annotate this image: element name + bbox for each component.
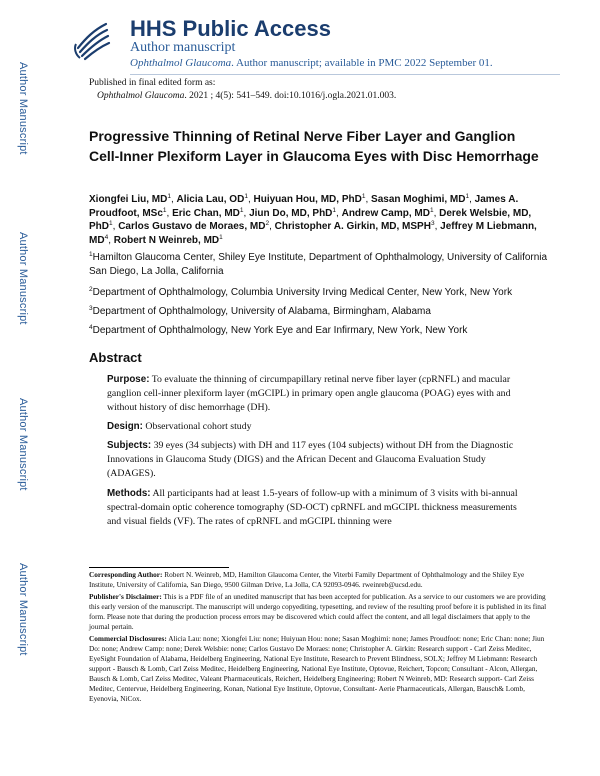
author-affiliation-mark: 1	[332, 206, 337, 214]
section-text: 39 eyes (34 subjects) with DH and 117 eyes (104 subjects) without DH from the Diagnostic Innovations in Glaucoma Study (DIGS) and the African Decent and Glaucoma Evaluation Study (ADAGES).	[107, 440, 514, 479]
abstract-design	[107, 420, 527, 434]
published-details: . 2021 ; 4(5): 541–549. doi:10.1016/j.ogla.2021.01.003.	[184, 91, 397, 101]
section-label: Methods:	[107, 488, 151, 499]
footnote-text: Robert N. Weinreb, MD, Hamilton Glaucoma Center, the Viterbi Family Department of Ophthalmology and the Shiley Eye Institute, University of California, San Diego, 9500 Gilman Drive, La Jolla, CA 92093-0946. rweinreb@ucsd.edu.	[89, 570, 525, 589]
footnote-commercial-disclosures	[89, 634, 549, 704]
section-label: Design:	[107, 421, 143, 432]
sidebar-label-author-manuscript: Author Manuscript	[17, 62, 29, 155]
hhs-public-access-title: HHS Public Access	[130, 16, 331, 41]
author-affiliation-mark: 1	[219, 233, 223, 241]
author-name: Eric Chan, MD	[172, 207, 240, 219]
published-citation	[97, 91, 396, 101]
affiliation-text: Department of Ophthalmology, Columbia University Irving Medical Center, New York, New York	[92, 287, 513, 298]
author-name: Robert N Weinreb, MD	[113, 234, 220, 246]
author-name: Xiongfei Liu, MD	[89, 194, 168, 205]
affiliation	[89, 286, 554, 300]
author-affiliation-mark: 1	[361, 193, 366, 200]
footnote-corresponding-author	[89, 570, 549, 590]
author-affiliation-mark: 1	[239, 206, 244, 214]
author-affiliation-mark: 2	[265, 220, 270, 227]
author-affiliation-mark: 3	[430, 220, 435, 227]
author-affiliation-mark: 1	[429, 206, 434, 214]
section-label: Subjects:	[107, 440, 152, 451]
author-affiliation-mark: 1	[167, 193, 171, 200]
affiliation-number: 2	[89, 286, 93, 293]
affiliation-text: Hamilton Glaucoma Center, Shiley Eye Institute, Department of Ophthalmology, University of California San Diego, La Jolla, California	[89, 252, 548, 277]
footnote-divider	[89, 567, 229, 568]
affiliation	[89, 324, 554, 338]
sidebar-label-author-manuscript: Author Manuscript	[17, 563, 29, 656]
author-affiliation-mark: 1	[109, 220, 113, 227]
affiliation-number: 4	[89, 324, 93, 331]
author-name: James A. Proudfoot, MSc	[89, 194, 519, 219]
hhs-eagle-logo-icon	[72, 18, 112, 62]
author-name: Huiyuan Hou, MD, PhD	[253, 194, 362, 205]
footnote-label: Commercial Disclosures:	[89, 634, 167, 643]
author-name: Sasan Moghimi, MD	[371, 194, 466, 205]
author-affiliation-mark: 1	[465, 193, 470, 200]
author-name: Carlos Gustavo de Moraes, MD	[118, 221, 266, 232]
footnote-text: Alicia Lau: none; Xiongfei Liu: none; Huiyuan Hou: none; Sasan Moghimi: none; James Proudfoot: none; Eric Chan: none; Jiun Do: none; Andrew Camp: none; Derek Welsbie: none; Carlos Gustavo De Moraes: none; Christopher A. Girkin: Research support - Carl Zeiss Meditec, EyeSight Foundation of Alabama, Heidelberg Engineering, National Eye Institute, Research to Prevent Blindness, SOLX; Jeffrey M Liebmann: Research support - Bausch & Lomb, Carl Zeiss Meditec, Heidelberg Engineering, National Eye Institute, Optovue, Reichert, Topcon; Consultant - Alcon, Allergan, Bausch & Lomb, Carl Zeiss Meditec, Valeant Pharmaceuticals, Reichert, Heidelberg Engineering; Robert N Weinreb, MD: Research support- Carl Zeiss Meditec, Centervue, Heidelberg Engineering, Konan, National Eye Institute, Optovue, Consultant- Aerie Pharmaceuticals, Allergan, Bausch& Lomb, Eyenovia, NiCox.	[89, 634, 545, 703]
author-name: Jiun Do, MD, PhD	[249, 207, 333, 219]
affiliation	[89, 251, 554, 278]
sidebar-label-author-manuscript: Author Manuscript	[17, 398, 29, 491]
abstract-purpose	[107, 373, 527, 415]
author-affiliation-mark: 1	[162, 206, 167, 214]
author-name: Christopher A. Girkin, MD, MSPH	[274, 221, 431, 232]
abstract-subjects	[107, 439, 527, 481]
affiliation-number: 3	[89, 305, 93, 312]
footnote-publisher-disclaimer	[89, 592, 549, 632]
footnote-text: This is a PDF file of an unedited manuscript that has been accepted for publication. As a service to our customers we are providing this early version of the manuscript. The manuscript will undergo copyediting, typesetting, and review of the resulting proof before it is published in its final form. Please note that during the production process errors may be discovered which could affect the content, and all legal disclaimers that apply to the journal pertain.	[89, 592, 547, 631]
section-text: All participants had at least 1.5-years of follow-up with a minimum of 3 visits with bi-annual spectral-domain optic coherence tomography (SD-OCT) cpRNFL and mGCIPL thickness measurements and visual fields (VF). The rates of cpRNFL and mGCIPL thinning were	[107, 488, 518, 527]
section-label: Purpose:	[107, 374, 150, 385]
header-divider	[130, 74, 560, 75]
article-title: Progressive Thinning of Retinal Nerve Fiber Layer and Ganglion Cell-Inner Plexiform Layer in Glaucoma Eyes with Disc Hemorrhage	[89, 128, 539, 164]
author-name: Derek Welsbie, MD, PhD	[89, 207, 532, 232]
author-name: Andrew Camp, MD	[341, 207, 430, 219]
author-affiliation-mark: 4	[104, 233, 109, 241]
citation-journal: Ophthalmol Glaucoma	[130, 57, 232, 69]
affiliation-number: 1	[89, 251, 93, 258]
affiliation-text: Department of Ophthalmology, University of Alabama, Birmingham, Alabama	[92, 306, 431, 317]
footnote-label: Publisher's Disclaimer:	[89, 592, 162, 601]
sidebar-label-author-manuscript: Author Manuscript	[17, 232, 29, 325]
section-text: To evaluate the thinning of circumpapillary retinal nerve fiber layer (cpRNFL) and macular ganglion cell-inner plexiform layer (mGCIPL) in primary open angle glaucoma (POAG) eyes with and without history of disc hemorrhage (DH).	[107, 374, 511, 413]
footnote-label: Corresponding Author:	[89, 570, 163, 579]
author-name: Alicia Lau, OD	[176, 194, 245, 205]
abstract-methods	[107, 487, 527, 529]
author-affiliation-mark: 1	[244, 193, 248, 200]
author-manuscript-subtitle: Author manuscript	[130, 40, 236, 55]
affiliation-text: Department of Ophthalmology, New York Eye and Ear Infirmary, New York, New York	[92, 325, 468, 336]
citation-availability: . Author manuscript; available in PMC 2022 September 01.	[231, 57, 493, 69]
published-label: Published in final edited form as:	[89, 78, 216, 88]
author-name: Jeffrey M Liebmann, MD	[89, 221, 537, 246]
abstract-heading: Abstract	[89, 350, 142, 365]
published-journal: Ophthalmol Glaucoma	[97, 91, 185, 101]
section-text: Observational cohort study	[145, 421, 252, 432]
header-citation	[130, 57, 493, 69]
author-list: Xiongfei Liu, $MD^1$, Alicia Lau, $OD^1$, Huiyuan Hou, MD, PhD$^1$, Sasan Moghimi, $MD^1$, James A. Proudfoot, MSc$^1$, Eric Chan, $MD^1$, Jiun Do, MD, PhD$^1$, Andrew Camp, $MD^1$, Derek Welsbie, MD, PhD$^1$, Carlos Gustavo de Moraes, $MD^2$, Christopher A. Girkin, MD, MSPH$^3$, Jeffrey M Liebmann, $MD^4$, Robert N Weinreb, $MD^1$	[89, 193, 537, 246]
affiliation	[89, 305, 554, 319]
